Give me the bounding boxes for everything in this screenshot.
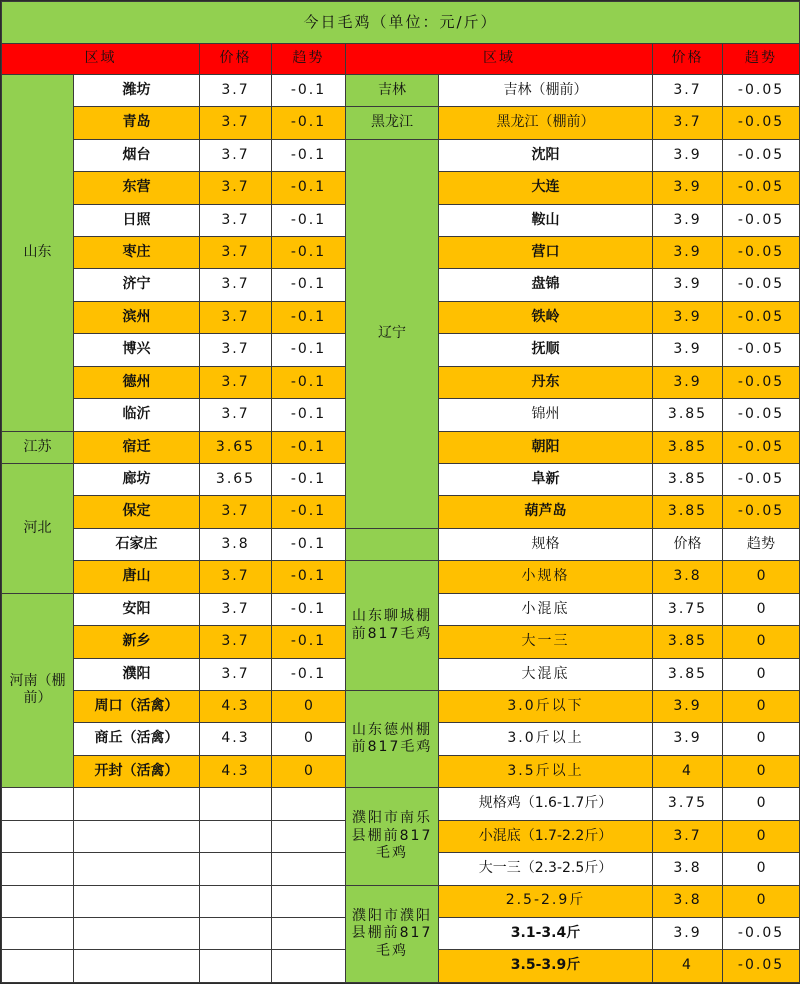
city-cell: 廊坊 (74, 464, 200, 496)
spec-cell: 小规格 (439, 561, 653, 593)
city-cell: 日照 (74, 204, 200, 236)
empty-cell (272, 885, 346, 917)
spec-cell: 小混底 (439, 593, 653, 625)
trend-cell: -0.05 (723, 366, 800, 398)
empty-cell (74, 820, 200, 852)
city-cell: 铁岭 (439, 301, 653, 333)
trend-cell: -0.1 (272, 172, 346, 204)
price-cell: 3.65 (200, 431, 272, 463)
city-cell: 丹东 (439, 366, 653, 398)
city-cell: 抚顺 (439, 334, 653, 366)
trend-cell: -0.1 (272, 399, 346, 431)
price-cell: 3.7 (200, 301, 272, 333)
trend-cell: 0 (723, 561, 800, 593)
spec-cell: 3.5斤以上 (439, 755, 653, 787)
city-cell: 滨州 (74, 301, 200, 333)
empty-cell (200, 853, 272, 885)
price-cell: 4.3 (200, 755, 272, 787)
province-cell-heilongjiang: 黑龙江 (346, 107, 439, 139)
city-cell: 临沂 (74, 399, 200, 431)
city-cell: 保定 (74, 496, 200, 528)
table-row (2, 690, 800, 722)
header-row (2, 43, 800, 74)
trend-cell: -0.05 (723, 917, 800, 949)
empty-cell (74, 950, 200, 983)
trend-cell: -0.1 (272, 528, 346, 560)
price-table (1, 1, 800, 983)
price-cell: 3.7 (200, 74, 272, 106)
trend-cell: 0 (723, 690, 800, 722)
trend-cell: -0.05 (723, 950, 800, 983)
empty-cell (2, 917, 74, 949)
city-cell: 博兴 (74, 334, 200, 366)
empty-cell (200, 788, 272, 820)
trend-cell: -0.1 (272, 658, 346, 690)
price-cell: 3.7 (200, 366, 272, 398)
city-cell: 烟台 (74, 139, 200, 171)
price-cell: 3.8 (653, 853, 723, 885)
empty-cell (74, 853, 200, 885)
price-cell: 4 (653, 755, 723, 787)
province-cell-henan: 河南（棚前） (2, 593, 74, 788)
empty-cell (200, 917, 272, 949)
price-cell: 3.7 (653, 74, 723, 106)
price-cell: 3.7 (200, 139, 272, 171)
price-cell: 3.85 (653, 658, 723, 690)
empty-cell (272, 788, 346, 820)
price-cell: 3.9 (653, 301, 723, 333)
trend-cell: 0 (723, 658, 800, 690)
empty-cell (2, 853, 74, 885)
city-cell: 大连 (439, 172, 653, 204)
group-cell-nanle: 濮阳市南乐县棚前817毛鸡 (346, 788, 439, 885)
price-cell: 3.9 (653, 917, 723, 949)
city-cell: 安阳 (74, 593, 200, 625)
city-cell: 宿迁 (74, 431, 200, 463)
trend-cell: -0.1 (272, 74, 346, 106)
price-cell: 3.7 (200, 204, 272, 236)
price-cell: 3.7 (200, 269, 272, 301)
group-cell-dezhou: 山东德州棚前817毛鸡 (346, 690, 439, 787)
city-cell: 黑龙江（棚前） (439, 107, 653, 139)
spec-cell: 3.0斤以下 (439, 690, 653, 722)
trend-cell: -0.1 (272, 139, 346, 171)
trend-cell: -0.1 (272, 626, 346, 658)
trend-cell: -0.05 (723, 334, 800, 366)
city-cell: 开封（活禽） (74, 755, 200, 787)
trend-cell: 0 (723, 885, 800, 917)
city-cell: 济宁 (74, 269, 200, 301)
trend-cell: -0.05 (723, 431, 800, 463)
trend-cell: -0.05 (723, 464, 800, 496)
city-cell: 营口 (439, 237, 653, 269)
group-cell-puyang: 濮阳市濮阳县棚前817毛鸡 (346, 885, 439, 983)
empty-cell (200, 820, 272, 852)
empty-cell (74, 788, 200, 820)
empty-cell (272, 820, 346, 852)
trend-cell: 0 (272, 690, 346, 722)
title-row (2, 2, 800, 44)
spec-cell: 大混底 (439, 658, 653, 690)
city-cell: 吉林（棚前） (439, 74, 653, 106)
trend-cell: 0 (723, 723, 800, 755)
city-cell: 鞍山 (439, 204, 653, 236)
price-cell: 3.9 (653, 139, 723, 171)
price-cell: 3.9 (653, 690, 723, 722)
province-cell-jiangsu: 江苏 (2, 431, 74, 463)
header-region-left: 区域 (2, 43, 200, 74)
price-cell: 3.7 (200, 334, 272, 366)
price-cell: 3.9 (653, 204, 723, 236)
price-cell: 3.7 (200, 172, 272, 204)
city-cell: 周口（活禽） (74, 690, 200, 722)
province-cell-hebei: 河北 (2, 464, 74, 594)
trend-cell: 0 (723, 755, 800, 787)
city-cell: 葫芦岛 (439, 496, 653, 528)
price-cell: 4.3 (200, 690, 272, 722)
price-cell: 3.8 (653, 885, 723, 917)
city-cell: 德州 (74, 366, 200, 398)
trend-cell: 0 (723, 626, 800, 658)
city-cell: 潍坊 (74, 74, 200, 106)
table-row (2, 74, 800, 106)
empty-cell (2, 788, 74, 820)
trend-cell: -0.1 (272, 464, 346, 496)
price-cell: 3.7 (200, 561, 272, 593)
spec-cell: 2.5-2.9斤 (439, 885, 653, 917)
empty-cell (2, 885, 74, 917)
header-region-right: 区域 (346, 43, 653, 74)
city-cell: 阜新 (439, 464, 653, 496)
spec-cell: 3.0斤以上 (439, 723, 653, 755)
trend-cell: -0.1 (272, 431, 346, 463)
empty-cell (74, 917, 200, 949)
trend-cell: 0 (723, 593, 800, 625)
header-trend-right: 趋势 (723, 43, 800, 74)
trend-cell: -0.05 (723, 399, 800, 431)
trend-cell: 0 (723, 820, 800, 852)
trend-cell: -0.1 (272, 496, 346, 528)
spec-cell: 规格鸡（1.6-1.7斤） (439, 788, 653, 820)
spec-header-price: 价格 (653, 528, 723, 560)
spec-header-blank (346, 528, 439, 560)
table-row (2, 788, 800, 820)
spec-header-spec: 规格 (439, 528, 653, 560)
table-row (2, 528, 800, 560)
city-cell: 锦州 (439, 399, 653, 431)
price-cell: 3.85 (653, 496, 723, 528)
spec-cell: 3.5-3.9斤 (439, 950, 653, 983)
trend-cell: -0.05 (723, 139, 800, 171)
price-cell: 3.9 (653, 172, 723, 204)
trend-cell: -0.05 (723, 237, 800, 269)
price-cell: 3.7 (200, 399, 272, 431)
price-cell: 3.8 (200, 528, 272, 560)
price-cell: 3.7 (200, 107, 272, 139)
city-cell: 沈阳 (439, 139, 653, 171)
city-cell: 新乡 (74, 626, 200, 658)
table-row (2, 139, 800, 171)
city-cell: 朝阳 (439, 431, 653, 463)
empty-cell (2, 820, 74, 852)
trend-cell: -0.05 (723, 74, 800, 106)
empty-cell (272, 853, 346, 885)
trend-cell: 0 (723, 788, 800, 820)
header-price-left: 价格 (200, 43, 272, 74)
price-cell: 3.7 (653, 820, 723, 852)
table-row (2, 107, 800, 139)
table-title: 今日毛鸡（单位：元/斤） (2, 2, 800, 44)
price-cell: 3.8 (653, 561, 723, 593)
city-cell: 石家庄 (74, 528, 200, 560)
empty-cell (200, 885, 272, 917)
trend-cell: -0.05 (723, 204, 800, 236)
trend-cell: -0.1 (272, 593, 346, 625)
empty-cell (74, 885, 200, 917)
trend-cell: -0.1 (272, 334, 346, 366)
price-cell: 3.85 (653, 399, 723, 431)
header-trend-left: 趋势 (272, 43, 346, 74)
city-cell: 商丘（活禽） (74, 723, 200, 755)
spec-cell: 大一三 (439, 626, 653, 658)
price-cell: 3.9 (653, 334, 723, 366)
price-cell: 3.65 (200, 464, 272, 496)
group-cell-liaocheng: 山东聊城棚前817毛鸡 (346, 561, 439, 691)
city-cell: 东营 (74, 172, 200, 204)
city-cell: 濮阳 (74, 658, 200, 690)
table-row (2, 561, 800, 593)
trend-cell: -0.1 (272, 561, 346, 593)
trend-cell: 0 (723, 853, 800, 885)
price-cell: 3.7 (200, 496, 272, 528)
province-cell-jilin: 吉林 (346, 74, 439, 106)
price-cell: 3.7 (653, 107, 723, 139)
price-cell: 4 (653, 950, 723, 983)
province-cell-shandong: 山东 (2, 74, 74, 431)
empty-cell (200, 950, 272, 983)
city-cell: 唐山 (74, 561, 200, 593)
price-cell: 3.9 (653, 366, 723, 398)
price-cell: 3.9 (653, 237, 723, 269)
empty-cell (2, 950, 74, 983)
trend-cell: 0 (272, 723, 346, 755)
province-cell-liaoning: 辽宁 (346, 139, 439, 528)
city-cell: 枣庄 (74, 237, 200, 269)
city-cell: 青岛 (74, 107, 200, 139)
table-row (2, 885, 800, 917)
city-cell: 盘锦 (439, 269, 653, 301)
price-cell: 3.75 (653, 788, 723, 820)
trend-cell: -0.05 (723, 269, 800, 301)
price-cell: 3.7 (200, 593, 272, 625)
trend-cell: -0.05 (723, 172, 800, 204)
spec-cell: 3.1-3.4斤 (439, 917, 653, 949)
trend-cell: -0.1 (272, 204, 346, 236)
trend-cell: -0.05 (723, 496, 800, 528)
trend-cell: -0.1 (272, 237, 346, 269)
trend-cell: -0.1 (272, 301, 346, 333)
header-price-right: 价格 (653, 43, 723, 74)
price-cell: 4.3 (200, 723, 272, 755)
price-cell: 3.7 (200, 658, 272, 690)
trend-cell: 0 (272, 755, 346, 787)
spec-cell: 大一三（2.3-2.5斤） (439, 853, 653, 885)
trend-cell: -0.05 (723, 107, 800, 139)
trend-cell: -0.1 (272, 269, 346, 301)
price-cell: 3.7 (200, 237, 272, 269)
trend-cell: -0.1 (272, 366, 346, 398)
price-cell: 3.9 (653, 269, 723, 301)
trend-cell: -0.1 (272, 107, 346, 139)
price-cell: 3.75 (653, 593, 723, 625)
price-cell: 3.9 (653, 723, 723, 755)
price-cell: 3.7 (200, 626, 272, 658)
empty-cell (272, 917, 346, 949)
spec-header-trend: 趋势 (723, 528, 800, 560)
price-cell: 3.85 (653, 626, 723, 658)
trend-cell: -0.05 (723, 301, 800, 333)
empty-cell (272, 950, 346, 983)
price-cell: 3.85 (653, 464, 723, 496)
price-cell: 3.85 (653, 431, 723, 463)
spec-cell: 小混底（1.7-2.2斤） (439, 820, 653, 852)
